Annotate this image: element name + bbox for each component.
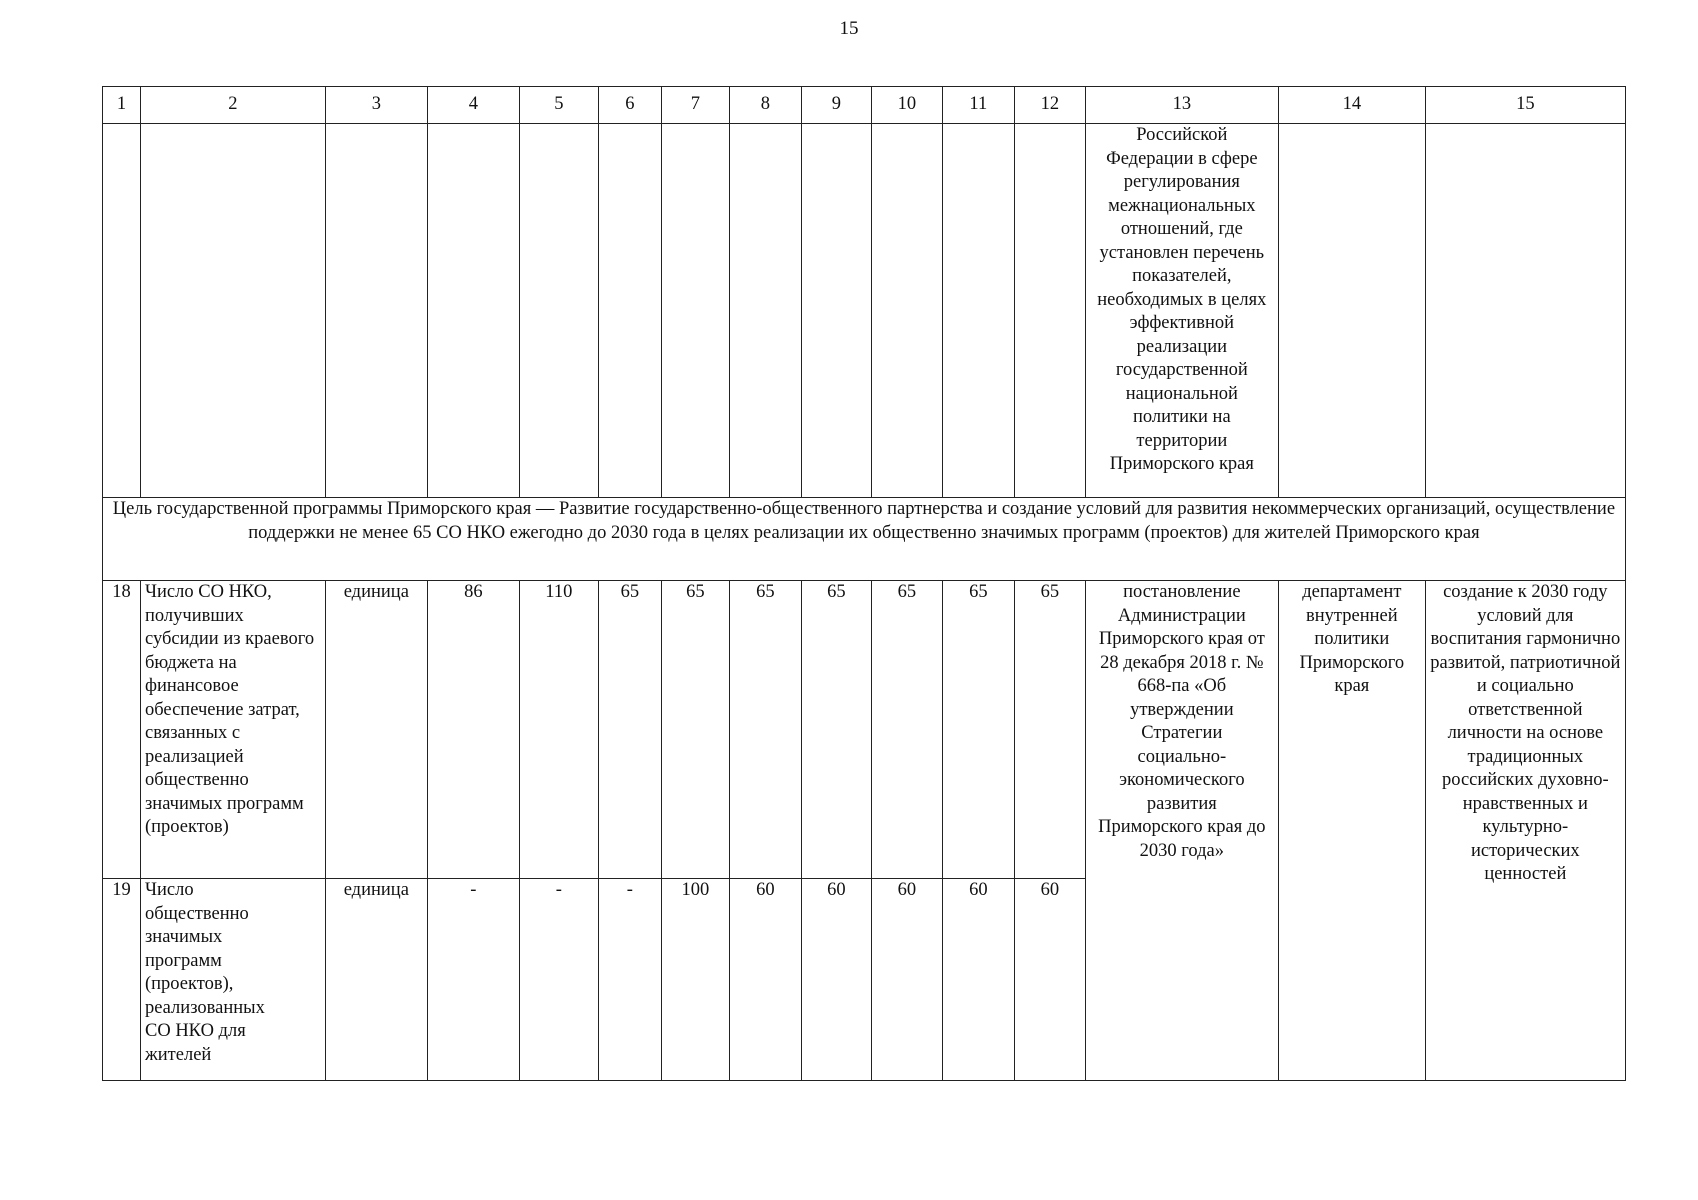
value-cell: 65 [661,581,729,879]
value-cell: - [427,879,519,1081]
header-cell: 6 [598,87,661,124]
header-cell: 10 [871,87,942,124]
value-cell: - [519,879,598,1081]
header-row [103,87,1626,124]
indicators-table [102,86,1626,1081]
continuation-text: Российской Федерации в сфере регулирования межнациональных отношений, где установлен перечень показателей, необходимых в целях эффективной реализации государственной национальной политики на территории Приморского края [1085,124,1278,498]
indicator-name: Число общественно значимых программ (проектов), реализованных СО НКО для жителей [141,879,326,1081]
value-cell: 60 [1014,879,1085,1081]
indicator-name: Число СО НКО, получивших субсидии из краевого бюджета на финансовое обеспечение затрат, связанных с реализацией общественно значимых программ (проектов) [141,581,326,879]
value-cell: 65 [801,581,871,879]
value-cell: 60 [801,879,871,1081]
value-cell: 65 [729,581,801,879]
header-cell: 9 [801,87,871,124]
goal-row [103,498,1626,581]
value-cell: 65 [871,581,942,879]
header-cell: 4 [427,87,519,124]
header-cell: 1 [103,87,141,124]
header-cell: 5 [519,87,598,124]
header-cell: 3 [325,87,427,124]
legal-basis: постановление Администрации Приморского края от 28 декабря 2018 г. № 668-па «Об утверждении Стратегии социально-экономического развития Приморского края до 2030 года» [1085,581,1278,1081]
row-number: 19 [103,879,141,1081]
table-row [103,581,1626,879]
page-number: 15 [839,18,859,39]
value-cell: 60 [942,879,1014,1081]
header-cell: 8 [729,87,801,124]
value-cell: 100 [661,879,729,1081]
expected-result: создание к 2030 году условий для воспитания гармонично развитой, патриотичной и социально ответственной личности на основе традиционных российских духовно-нравственных и культурно-исторических ценностей [1425,581,1625,1081]
value-cell: 60 [871,879,942,1081]
value-cell: 65 [598,581,661,879]
header-cell: 12 [1014,87,1085,124]
header-cell: 15 [1425,87,1625,124]
value-cell: 110 [519,581,598,879]
value-cell: - [598,879,661,1081]
value-cell: 65 [942,581,1014,879]
header-cell: 11 [942,87,1014,124]
header-cell: 14 [1278,87,1425,124]
responsible-department: департамент внутренней политики Приморского края [1278,581,1425,1081]
unit: единица [325,879,427,1081]
header-cell: 2 [141,87,326,124]
value-cell: 86 [427,581,519,879]
unit: единица [325,581,427,879]
value-cell: 60 [729,879,801,1081]
value-cell: 65 [1014,581,1085,879]
program-goal: Цель государственной программы Приморского края — Развитие государственно-общественного партнерства и создание условий для развития некоммерческих организаций, осуществление поддержки не менее 65 СО НКО ежегодно до 2030 года в целях реализации их общественно значимых программ (проектов) для жителей Приморского края [103,498,1626,581]
continuation-row [103,124,1626,498]
header-cell: 7 [661,87,729,124]
row-number: 18 [103,581,141,879]
header-cell: 13 [1085,87,1278,124]
